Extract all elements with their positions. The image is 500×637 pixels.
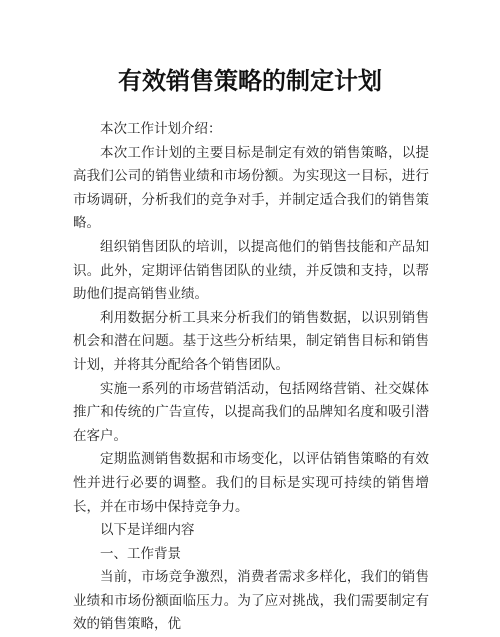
document-title: 有效销售策略的制定计划 <box>118 66 382 95</box>
paragraph-training: 组织销售团队的培训，以提高他们的销售技能和产品知识。此外，定期评估销售团队的业绩，并反馈和支持，以帮助他们提高销售业绩。 <box>73 238 429 303</box>
paragraph-marketing: 实施一系列的市场营销活动，包括网络营销、社交媒体推广和传统的广告宣传，以提高我们的品牌知名度和吸引潜在客户。 <box>73 380 429 444</box>
details-intro: 以下是详细内容 <box>100 522 195 539</box>
paragraph-monitoring: 定期监测销售数据和市场变化，以评估销售策略的有效性并进行必要的调整。我们的目标是实现可持续的销售增长，并在市场中保持竞争力。 <box>73 451 429 515</box>
paragraph-goal: 本次工作计划的主要目标是制定有效的销售策略，以提高我们公司的销售业绩和市场份额。为实现这一目标，进行市场调研，分析我们的竞争对手，并制定适合我们的销售策略。 <box>73 144 429 232</box>
paragraph-data-analysis: 利用数据分析工具来分析我们的销售数据，以识别销售机会和潜在问题。基于这些分析结果，制定销售目标和销售计划，并将其分配给各个销售团队。 <box>73 309 429 373</box>
paragraph-background: 当前，市场竞争激烈，消费者需求多样化，我们的销售业绩和市场份额面临压力。为了应对挑战，我们需要制定有效的销售策略，优 <box>73 569 429 633</box>
document-body <box>73 118 429 637</box>
section-heading-background: 一、工作背景 <box>100 545 181 562</box>
intro-heading: 本次工作计划介绍： <box>100 121 222 137</box>
